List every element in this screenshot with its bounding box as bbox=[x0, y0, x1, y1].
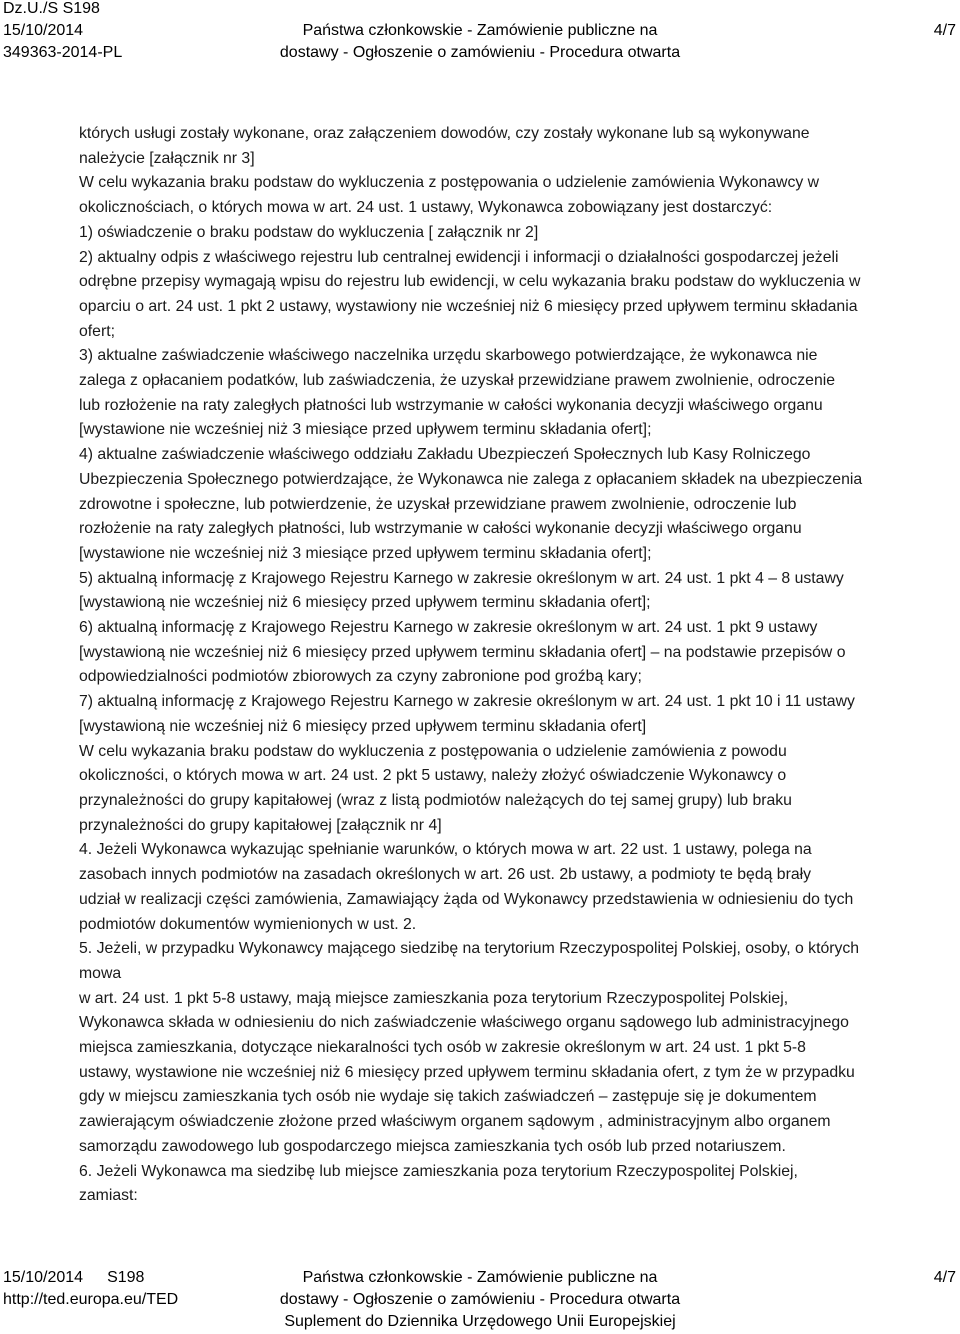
body-line: 6) aktualną informację z Krajowego Rejestru Karnego w zakresie określonym w art. 24 ust. 1 pkt 9 ustawy bbox=[79, 619, 818, 637]
body-line: 5. Jeżeli, w przypadku Wykonawcy mającego siedzibę na terytorium Rzeczypospolitej Polskiej, osoby, o których bbox=[79, 940, 860, 958]
body-line: [wystawioną nie wcześniej niż 6 miesięcy przed upływem terminu składania ofert] – na podstawie przepisów o bbox=[79, 643, 846, 661]
body-line: miejsca zamieszkania, dotyczące niekaralności tych osób w zakresie określonym w art. 24 ust. 1 pkt 5-8 bbox=[79, 1039, 806, 1057]
body-line: przynależności do grupy kapitałowej [załącznik nr 4] bbox=[79, 816, 442, 834]
body-line: W celu wykazania braku podstaw do wykluczenia z postępowania o udzielenie zamówienia z powodu bbox=[79, 742, 787, 760]
document-body bbox=[79, 122, 959, 1209]
body-line: 6. Jeżeli Wykonawca ma siedzibę lub miejsce zamieszkania poza terytorium Rzeczypospolitej Polskiej, bbox=[79, 1162, 798, 1180]
body-line: ofert; bbox=[79, 322, 115, 340]
header-title-line-1: Państwa członkowskie - Zamówienie publiczne na bbox=[302, 22, 658, 39]
footer-url[interactable]: http://ted.europa.eu/TED bbox=[3, 1291, 179, 1308]
body-line: lub rozłożenie na raty zaległych płatności lub wstrzymanie w całości wykonania decyzji właściwego organu bbox=[79, 396, 823, 414]
body-line: oparciu o art. 24 ust. 1 pkt 2 ustawy, wystawiony nie wcześniej niż 6 miesięcy przed upływem terminu składania bbox=[79, 297, 858, 315]
footer-series: S198 bbox=[107, 1269, 145, 1286]
body-line: 2) aktualny odpis z właściwego rejestru lub centralnej ewidencji i informacji o działalności gospodarczej jeżeli bbox=[79, 248, 839, 266]
body-line: ustawy, wystawione nie wcześniej niż 6 miesięcy przed upływem terminu składania ofert, z tym że w przypadku bbox=[79, 1063, 855, 1081]
body-line: okolicznościach, o których mowa w art. 24 ust. 1 ustawy, Wykonawca zobowiązany jest dostarczyć: bbox=[79, 199, 773, 217]
body-line: [wystawione nie wcześniej niż 3 miesiące przed upływem terminu składania ofert]; bbox=[79, 544, 652, 562]
body-line: w art. 24 ust. 1 pkt 5-8 ustawy, mają miejsce zamieszkania poza terytorium Rzeczypospolitej Polskiej, bbox=[79, 989, 789, 1007]
body-line: podmiotów dokumentów wymienionych w ust. 2. bbox=[79, 915, 417, 933]
body-line: których usługi zostały wykonane, oraz załączeniem dowodów, czy zostały wykonane lub są wykonywane bbox=[79, 125, 810, 142]
body-line: zdrowotne i społeczne, lub potwierdzenie, że uzyskał przewidziane prawem zwolnienie, odroczenie lub bbox=[79, 495, 797, 513]
body-line: 7) aktualną informację z Krajowego Rejestru Karnego w zakresie określonym w art. 24 ust. 1 pkt 10 i 11 ustawy bbox=[79, 693, 855, 711]
body-line: [wystawioną nie wcześniej niż 6 miesięcy przed upływem terminu składania ofert]; bbox=[79, 594, 651, 612]
body-line: 5) aktualną informację z Krajowego Rejestru Karnego w zakresie określonym w art. 24 ust. 1 pkt 4 – 8 ustawy bbox=[79, 569, 844, 587]
body-line: [wystawioną nie wcześniej niż 6 miesięcy przed upływem terminu składania ofert] bbox=[79, 717, 647, 735]
footer-title-line-1: Państwa członkowskie - Zamówienie publiczne na bbox=[302, 1269, 658, 1286]
body-line: rozłożenie na raty zaległych płatności, lub wstrzymanie w całości wykonanie decyzji właściwego organu bbox=[79, 520, 802, 538]
body-line: okoliczności, o których mowa w art. 24 ust. 2 pkt 5 ustawy, należy złożyć oświadczenie Wykonawcy o bbox=[79, 767, 787, 785]
body-line: 4) aktualne zaświadczenie właściwego oddziału Zakładu Ubezpieczeń Społecznych lub Kasy Rolniczego bbox=[79, 446, 811, 464]
body-line: Wykonawca składa w odniesieniu do nich zaświadczenie właściwego organu sądowego lub administracyjnego bbox=[79, 1014, 849, 1032]
body-line: udział w realizacji części zamówienia, Zamawiający żąda od Wykonawcy przedstawienia w odniesieniu do tych bbox=[79, 890, 854, 908]
footer-title-line-3: Suplement do Dziennika Urzędowego Unii Europejskiej bbox=[284, 1313, 676, 1330]
body-line: 4. Jeżeli Wykonawca wykazując spełnianie warunków, o których mowa w art. 22 ust. 1 ustawy, polega na bbox=[79, 841, 812, 859]
body-line: zalega z opłacaniem podatków, lub zaświadczenia, że uzyskał przewidziane prawem zwolnienie, odroczenie bbox=[79, 372, 836, 390]
body-line: zamiast: bbox=[79, 1187, 138, 1205]
body-line: gdy w miejscu zamieszkania tych osób nie wydaje się takich zaświadczeń – zastępuje się je dokumentem bbox=[79, 1088, 817, 1106]
journal-reference: Dz.U./S S198 bbox=[3, 0, 100, 17]
footer-title-line-2: dostawy - Ogłoszenie o zamówieniu - Procedura otwarta bbox=[279, 1291, 681, 1308]
body-line: zawierającym oświadczenie złożone przed właściwym organem sądowym , administracyjnym albo organem bbox=[79, 1113, 831, 1131]
footer-page-number: 4/7 bbox=[933, 1269, 956, 1286]
body-line: odrębne przepisy wymagają wpisu do rejestru lub ewidencji, w celu wykazania braku podstaw do wykluczenia w bbox=[79, 273, 861, 291]
notice-id: 349363-2014-PL bbox=[3, 44, 123, 61]
footer-date: 15/10/2014 bbox=[3, 1269, 84, 1286]
footer-title bbox=[0, 1267, 960, 1333]
header-title-line-2: dostawy - Ogłoszenie o zamówieniu - Procedura otwarta bbox=[279, 44, 681, 61]
header-title bbox=[0, 20, 960, 64]
body-line: zasobach innych podmiotów na zasadach określonych w art. 26 ust. 2b ustawy, a podmioty te będą brały bbox=[79, 866, 812, 884]
body-line: mowa bbox=[79, 964, 122, 982]
body-line: samorządu zawodowego lub gospodarczego miejsca zamieszkania tych osób lub przed notariuszem. bbox=[79, 1137, 786, 1155]
body-line: 3) aktualne zaświadczenie właściwego naczelnika urzędu skarbowego potwierdzające, że wykonawca nie bbox=[79, 347, 818, 365]
body-line: Ubezpieczenia Społecznego potwierdzające, że Wykonawca nie zalega z opłacaniem składek na ubezpieczenia bbox=[79, 470, 863, 488]
body-line: [wystawione nie wcześniej niż 3 miesiące przed upływem terminu składania ofert]; bbox=[79, 421, 652, 439]
header-date: 15/10/2014 bbox=[3, 22, 84, 39]
body-line: W celu wykazania braku podstaw do wykluczenia z postępowania o udzielenie zamówienia Wykonawcy w bbox=[79, 174, 820, 192]
body-line: przynależności do grupy kapitałowej (wraz z listą podmiotów należących do tej samej grupy) lub braku bbox=[79, 791, 792, 809]
body-line: należycie [załącznik nr 3] bbox=[79, 149, 255, 167]
header-page-number: 4/7 bbox=[933, 22, 956, 39]
body-line: 1) oświadczenie o braku podstaw do wykluczenia [ załącznik nr 2] bbox=[79, 223, 539, 241]
body-line: odpowiedzialności podmiotów zbiorowych za czyny zabronione pod groźbą kary; bbox=[79, 668, 642, 686]
